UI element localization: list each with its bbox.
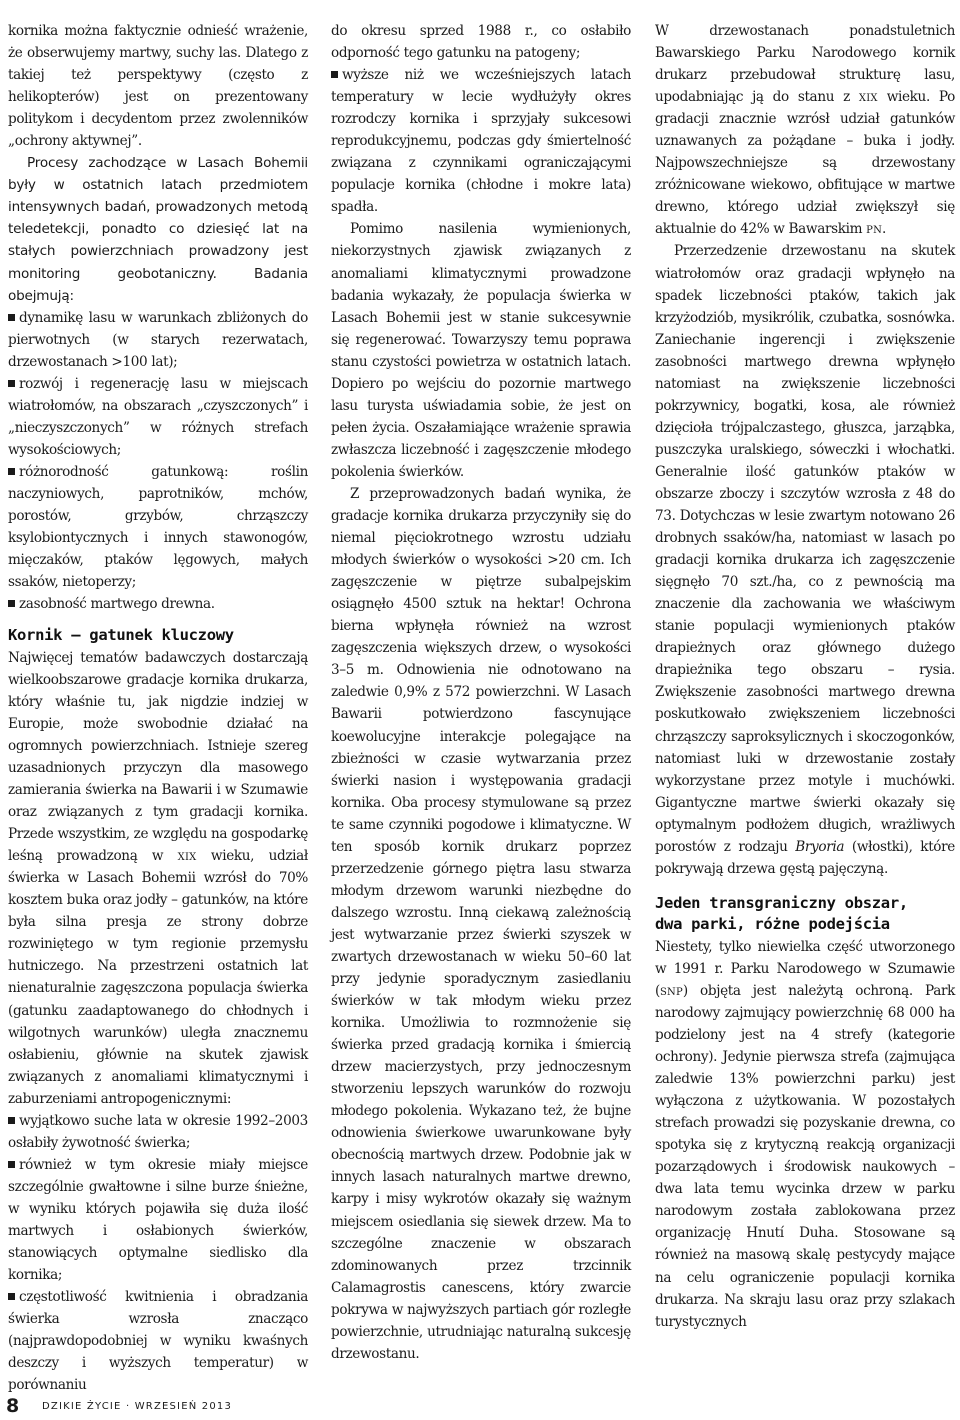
list-item bbox=[8, 593, 308, 615]
list-item bbox=[8, 1110, 308, 1154]
paragraph bbox=[8, 647, 308, 1110]
list-item-text: również w tym okresie miały miejsce szczególnie gwałtowne i silne burze śnieżne, w wyniku których pojawiła się duża ilość martwych i osłabionych świerków, stanowiących optymalne siedlisko dla kornika; bbox=[8, 1156, 308, 1284]
bullet-list bbox=[8, 307, 308, 616]
paragraph: do okresu sprzed 1988 r., co osłabiło odporność tego gatunku na patogeny; bbox=[331, 23, 631, 62]
paragraph: Pomimo nasilenia wymienionych, niekorzystnych zjawisk związanych z anomaliami klimatycznymi prowadzone badania wykazały, że populacja świerka w Lasach Bohemii jest w stanie sukcesywnie się regenerować. Towarzyszy temu poprawa stanu czystości powietrza w ostatnich latach. Dopiero po wejściu do pozornie martwego lasu turysta uświadamia sobie, że jest on pełen życia. Oszałamiające wrażenie sprawia zwłaszcza liczebność i zagęszczenie młodego pokolenia świerków. bbox=[331, 221, 631, 480]
text-run: snp bbox=[659, 982, 683, 999]
square-bullet-icon bbox=[8, 600, 15, 607]
square-bullet-icon bbox=[8, 380, 15, 387]
text-run: pn. bbox=[866, 221, 887, 238]
page-number: 8 bbox=[6, 1395, 20, 1417]
list-item-text: wyjątkowo suche lata w okresie 1992–2003 osłabiły żywotność świerka; bbox=[8, 1112, 308, 1151]
square-bullet-icon bbox=[8, 468, 15, 475]
list-item-text: zasobność martwego drewna. bbox=[19, 596, 215, 613]
square-bullet-icon bbox=[8, 1117, 15, 1124]
text-run: Przerzedzenie drzewostanu na skutek wiatrołomów oraz gradacji wpłynęło na spadek liczebności ptaków, takich jak krzyżodziób, mysikrólik, czubatka, sosnówka. Zaniechanie ingerencji i zwiększenie zasobności martwego drewna wpłynęło natomiast na zwiększenie liczebności pokrzywnicy, bogatki, kosa, ale również dzięcioła trójpalczastego, głuszca, jarząbka, puszczyka uralskiego, sóweczki i włochatki. Generalnie ilość gatunków ptaków w obszarze zboczy i szczytów wzrosła z 48 do 73. Dotychczas w lesie zwartym notowano 26 drobnych ssaków/ha, natomiast w lasach po gradacji kornika drukarza ich zagęszczenie sięgnęło 70 szt./ha, co z pewnością ma znaczenie dla zachowania we właściwym stanie populacji wymienionych ptaków drapieżnych oraz głównego dużego drapieżnika tego obszaru – rysia. Zwiększenie zasobności martwego drewna poskutkowało zwiększeniem liczebności chrząszczy saproksylicznych i skoczogonków, natomiast luki w drzewostanie zostały wykorzystane przez motyle i muchówki. Gigantyczne martwe świerki okazały się optymalnym podłożem długich, wrażliwych porostów z rodzaju bbox=[655, 243, 955, 855]
paragraph: Procesy zachodzące w Lasach Bohemii były w ostatnich latach przedmiotem intensywnych badań, prowadzonych metodą teledetekcji, ponadto co dziesięć lat na stałych powierzchniach prowadzony jest monitoring geobotaniczny. Badania obejmują: bbox=[8, 155, 308, 304]
text-run: Najwięcej tematów badawczych dostarczają wielkoobszarowe gradacje kornika drukarza, który właśnie tu, jak nigdzie indziej w Europie, może swobodnie działać na ogromnych powierzchniach. Istnieje szereg uzasadnionych przyczyn dla masowego zamierania świerka na Bawarii i w Szumawie oraz związanych z tym gradacji kornika. Przede wszystkim, ze względu na gospodarkę leśną prowadzoną w bbox=[8, 649, 308, 865]
list-item bbox=[331, 64, 631, 218]
list-item-text: rozwój i regenerację lasu w miejscach wiatrołomów, na obszarach „czyszczonych” i „nieczyszczonych” w różnych strefach wysokościowych; bbox=[8, 375, 308, 458]
list-item-text: częstotliwość kwitnienia i obradzania świerka wzrosła znacząco (najprawdopodobniej w wyniku kwaśnych deszczy i wyższych temperatur) w porównaniu bbox=[8, 1289, 308, 1394]
heading-line: dwa parki, różne podejścia bbox=[655, 915, 890, 934]
list-item-text: różnorodność gatunkową: roślin naczyniowych, paprotników, mchów, porostów, grzybów, chrząszczy ksylobiontycznych i innych stawonogów, mięczaków, ptaków lęgowych, małych ssaków, nietoperzy; bbox=[8, 463, 308, 591]
magazine-issue-label: DZIKIE ŻYCIE · WRZESIEŃ 2013 bbox=[42, 1401, 233, 1412]
text-column-3 bbox=[655, 20, 955, 1333]
text-run: Niestety, tylko niewielka część utworzonego w 1991 r. Parku Narodowego w Szumawie ( bbox=[655, 938, 955, 999]
square-bullet-icon bbox=[331, 71, 338, 78]
list-item bbox=[8, 1154, 308, 1286]
list-item bbox=[8, 1286, 308, 1396]
paragraph: kornika można faktycznie odnieść wrażenie, że obserwujemy martwy, suchy las. Dlatego z takiej też perspektywy (często z helikopterów) jest on prezentowany politykom i decydentom przez zwolenników „ochrony aktywnej”. bbox=[8, 23, 308, 150]
text-run: (włostki), które pokrywają drzewa gęstą pajęczyną. bbox=[655, 838, 955, 877]
text-run: xix bbox=[177, 848, 197, 865]
text-run: ) objęta jest należytą ochroną. Park narodowy zajmujący powierzchnię 68 000 ha podzielony jest na 4 strefy (kategorie ochrony). Jedynie pierwsza strefa (zajmująca zaledwie 13% powierzchni parku) jest wyłączona z użytkowania. W pozostałych strefach prowadzi się pozyskanie drewna, co spotyka się z krytyczną reakcją organizacji pozarządowych i środowisk naukowych – dwa lata temu wycinka drzew w parku narodowym została zablokowana przez organizację Hnutí Duha. Stosowane są również na masową skalę pestycydy mające na celu ograniczenie populacji kornika drukarza. Na skraju lasu oraz przy szlakach turystycznych bbox=[655, 982, 955, 1330]
text-column-2 bbox=[331, 20, 631, 1365]
list-item-text: dynamikę lasu w warunkach zbliżonych do pierwotnych (w starych rezerwatach, drzewostanach >100 lat); bbox=[8, 309, 308, 370]
paragraph bbox=[655, 20, 955, 240]
section-heading bbox=[655, 893, 955, 936]
text-run: W drzewostanach ponadstuletnich Bawarskiego Parku Narodowego kornik drukarz przebudował strukturę lasu, upodabniając ją do stanu z bbox=[655, 23, 955, 106]
heading-line: Jeden transgraniczny obszar, bbox=[655, 893, 908, 912]
bullet-list bbox=[331, 64, 631, 218]
square-bullet-icon bbox=[8, 314, 15, 321]
text-run: wieku, udział świerka w Lasach Bohemii wzrósł do 70% kosztem buka oraz jodły – gatunków, na które była silna presja ze strony dobrze rozwiniętego w tym regionie przemysłu hutniczego. Na przestrzeni ostatnich lat nienaturalnie zagęszczona populacja świerka (gatunku zaadaptowanego do chłodnych i wilgotnych warunków) uległa znacznemu osłabieniu, głównie na skutek zjawisk związanych z anomaliami klimatycznymi i zaburzeniami antropogenicznymi: bbox=[8, 848, 308, 1107]
text-run: wieku. Po gradacji znacznie wzrósł udział gatunków uznawanych za pożądane – buka i jodły. Najpowszechniejsze są drzewostany zróżnicowane wiekowo, obfitujące w martwe drewno, którego udział zwiększył się aktualnie do 42% w Bawarskim bbox=[655, 89, 955, 238]
list-item-text: wyższe niż we wcześniejszych latach temperatury w lecie wydłużyły okres rozrodczy kornika i sprzyjały sukcesowi reprodukcyjnemu, podczas gdy śmiertelność związana z czynnikami ograniczającymi populacje kornika (chłodne i mokre lata) spadła. bbox=[331, 67, 631, 216]
list-item bbox=[8, 373, 308, 461]
paragraph: Z przeprowadzonych badań wynika, że gradacje kornika drukarza przyczyniły się do niemal pięciokrotnego wzrostu udziału młodych świerków o wysokości >20 cm. Ich zagęszczenie w piętrze subalpejskim osiągnęło 4500 sztuk na hektar! Ochrona bierna wpłynęła również na wzrost zagęszczenia większych drzew, o wysokości 3–5 m. Odnowienia nie odnotowano na zaledwie 0,9% z 572 powierzchni. W Lasach Bawarii potwierdzono fascynujące koewolucyjne interakcje polegające na zbieżności w czasie wytwarzania przez świerki nasion i występowania gradacji kornika. Oba procesy stymulowane są przez te same czynniki pogodowe i klimatyczne. W ten sposób kornik drukarz poprzez przerzedzenie górnego piętra lasu stwarza młodym drzewom warunki niezbędne do dalszego wzrostu. Inną ciekawą zależnością jest wytwarzanie przez świerki szyszek w zwartych drzewostanach w wieku 50–60 lat przy jedynie sporadycznym zasiedlaniu świerków w tak młodym wieku przez kornika. Umożliwia to rozmnożenie się świerka przed gradacją kornika i śmiercią drzew macierzystych, przy jednoczesnym stworzeniu lepszych warunków do rozwoju młodego pokolenia. Wykazano też, że bujne odnowienia świerkowe uwarunkowane były obecnością martwych drzew. Podobnie jak w innych lasach naturalnych martwe drewno, karpy i misy wykrotów okazały się ważnym miejscem osiedlania się siewek drzew. Ma to szczególne znaczenie w obszarach zdominowanych przez trzcinnik Calamagrostis canescens, który zwarcie pokrywa w najwyższych partiach gór rozległe powierzchnie, utrudniając naturalną sukcesję drzewostanu. bbox=[331, 485, 631, 1362]
list-item bbox=[8, 461, 308, 593]
bullet-list bbox=[8, 1110, 308, 1397]
paragraph bbox=[655, 936, 955, 1333]
square-bullet-icon bbox=[8, 1293, 15, 1300]
text-column-1 bbox=[8, 20, 308, 1396]
list-item bbox=[8, 307, 308, 373]
text-run: xix bbox=[858, 89, 878, 106]
section-heading: Kornik – gatunek kluczowy bbox=[8, 626, 234, 645]
text-run: Bryoria bbox=[795, 838, 845, 855]
square-bullet-icon bbox=[8, 1161, 15, 1168]
paragraph bbox=[655, 240, 955, 879]
